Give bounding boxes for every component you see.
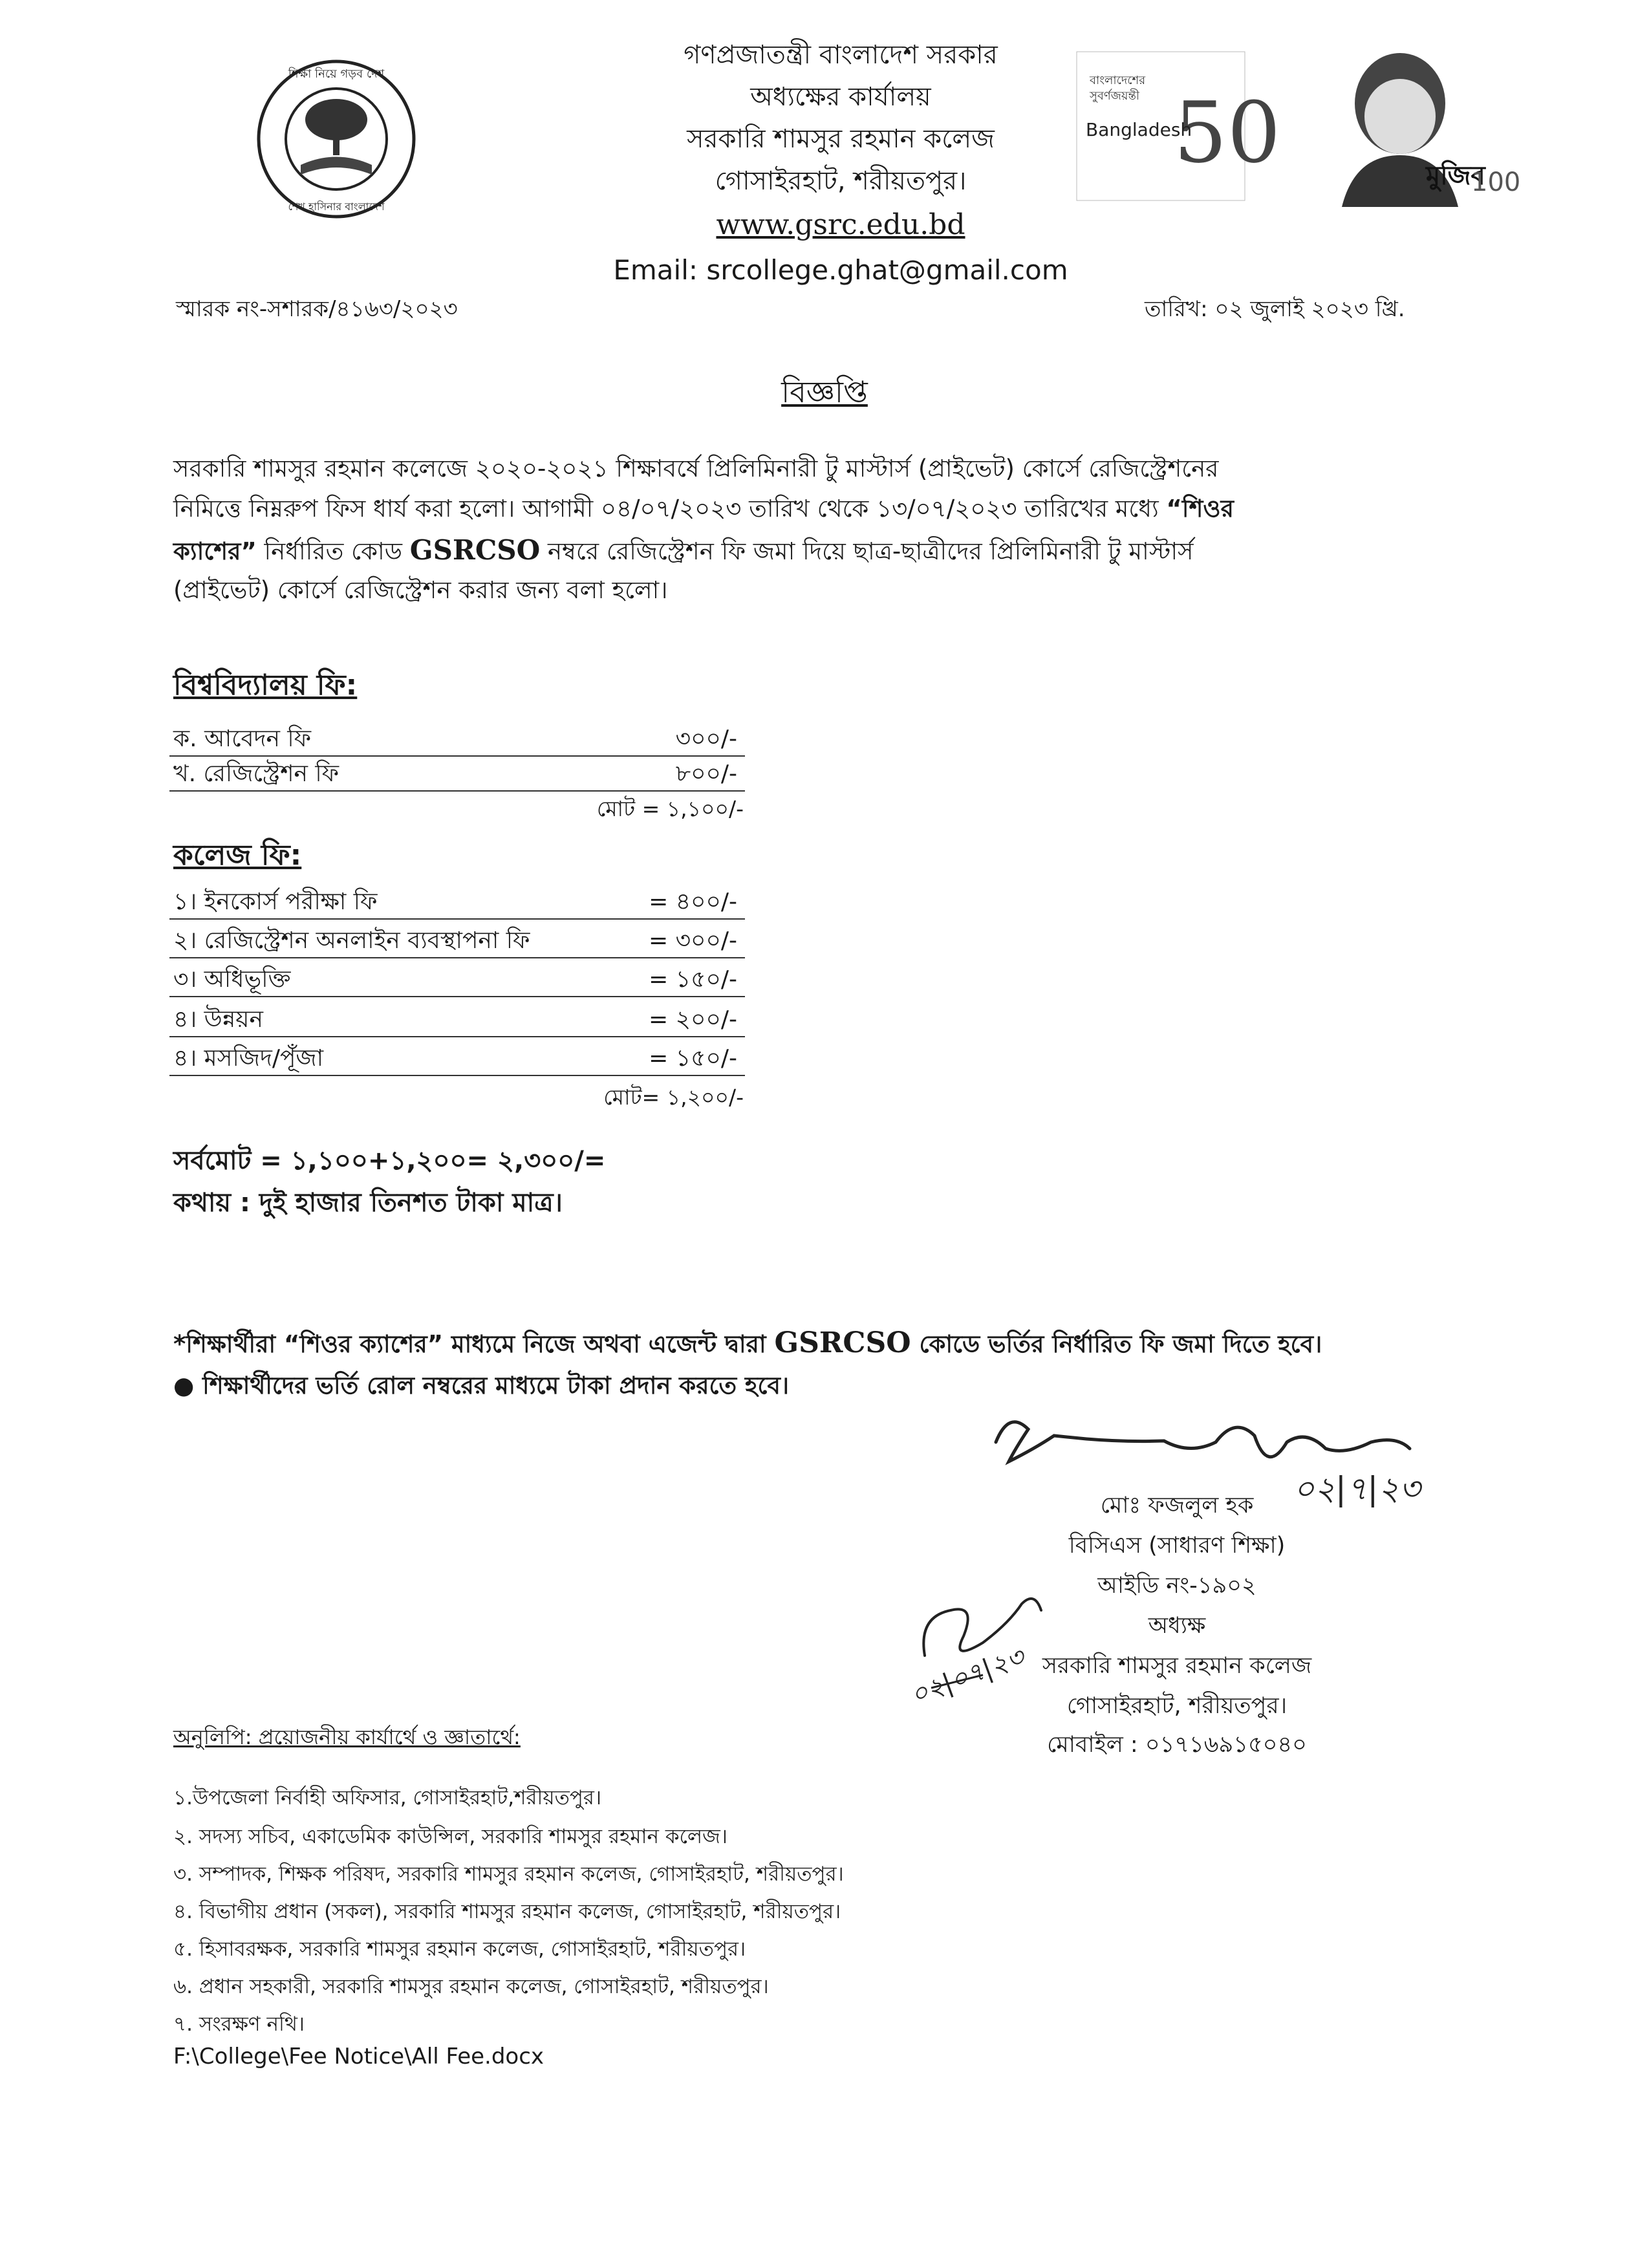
signatory-mobile: মোবাইল : ০১৭১৬৯১৫০৪০ [1047, 1732, 1307, 1758]
svg-text:সুবর্ণজয়ন্তী: সুবর্ণজয়ন্তী [1090, 89, 1140, 103]
mujib-number: 100 [1471, 167, 1521, 197]
note-1-rest: কোডে ভর্তির নির্ধারিত ফি জমা দিতে হবে। [911, 1330, 1322, 1358]
header-address: গোসাইরহাট, শরীয়তপুর। [715, 166, 967, 196]
notice-body-line4: (প্রাইভেট) কোর্সে রেজিস্ট্রেশন করার জন্য বলা হলো। [173, 576, 668, 604]
copy-to-heading: অনুলিপি: প্রয়োজনীয় কার্যার্থে ও জ্ঞাতার্থে: [173, 1725, 521, 1749]
university-fee-heading: বিশ্ববিদ্যালয় ফি: [173, 669, 358, 702]
amount-in-words: কথায় : দুই হাজার তিনশত টাকা মাত্র। [173, 1188, 563, 1218]
body-line3-text: নির্ধারিত কোড [256, 537, 410, 565]
divider [169, 918, 745, 920]
signature-handwritten-date: ০২|৭|২৩ [1293, 1470, 1421, 1507]
signatory-address: গোসাইরহাট, শরীয়তপুর। [1066, 1693, 1288, 1719]
note-2-text: শিক্ষার্থীদের ভর্তি রোল নম্বরের মাধ্যমে টাকা প্রদান করতে হবে। [202, 1372, 790, 1399]
copy-to-item-3: ৩. সম্পাদক, শিক্ষক পরিষদ, সরকারি শামসুর রহমান কলেজ, গোসাইরহাট, শরীয়তপুর। [173, 1863, 844, 1886]
note-1 [173, 1327, 1322, 1361]
svg-text:শিক্ষা নিয়ে গড়ব দেশ: শিক্ষা নিয়ে গড়ব দেশ [288, 67, 385, 81]
svg-text:বাংলাদেশের: বাংলাদেশের [1090, 74, 1146, 87]
college-fee-item-4-amount: = ২০০/- [649, 1006, 737, 1033]
college-fee-item-3-label: ৩। অধিভূক্তি [173, 966, 291, 993]
divider [169, 790, 745, 792]
college-fee-item-1-amount: = ৪০০/- [649, 889, 737, 915]
college-fee-total: মোট= ১,২০০/- [603, 1085, 744, 1110]
initials-date: ০২|০৭|২৩ [907, 1642, 1028, 1711]
college-fee-item-5-amount: = ১৫০/- [649, 1045, 737, 1072]
university-fee-item-1-label: ক. আবেদন ফি [173, 726, 312, 752]
note-2 [173, 1370, 789, 1402]
copy-to-item-2: ২. সদস্য সচিব, একাডেমিক কাউন্সিল, সরকারি শামসুর রহমান কলেজ। [173, 1825, 727, 1848]
copy-to-item-5: ৫. হিসাবরক্ষক, সরকারি শামসুর রহমান কলেজ, গোসাইরহাট, শরীয়তপুর। [173, 1938, 746, 1961]
university-fee-item-2-label: খ. রেজিস্ট্রেশন ফি [173, 761, 339, 787]
notice-body-line3 [173, 534, 1194, 568]
college-fee-item-4-label: ৪। উন্নয়ন [173, 1006, 263, 1033]
mujib-100-logo [1316, 45, 1521, 207]
divider [169, 1075, 745, 1076]
copy-to-item-4: ৪. বিভাগীয় প্রধান (সকল), সরকারি শামসুর রহমান কলেজ, গোসাইরহাট, শরীয়তপুর। [173, 1900, 841, 1923]
note-1-text: *শিক্ষার্থীরা “শিওর ক্যাশের” মাধ্যমে নিজে অথবা এজেন্ট দ্বারা [173, 1330, 775, 1358]
university-fee-item-1-amount: ৩০০/- [675, 726, 737, 752]
divider [169, 755, 745, 757]
notice-date: তারিখ: ০২ জুলাই ২০২৩ খ্রি. [1145, 296, 1405, 322]
college-fee-item-2-amount: = ৩০০/- [649, 927, 737, 954]
note-1-code: GSRCSO [774, 1326, 911, 1359]
svg-text:শেখ হাসিনার বাংলাদেশ: শেখ হাসিনার বাংলাদেশ [288, 200, 385, 213]
signatory-id: আইডি নং-১৯০২ [1097, 1573, 1256, 1599]
body-line3-rest: নম্বরে রেজিস্ট্রেশন ফি জমা দিয়ে ছাত্র-ছাত্রীদের প্রিলিমিনারী টু মাস্টার্স [540, 537, 1194, 565]
signatory-name: মোঃ ফজলুল হক [1100, 1493, 1254, 1518]
divider [169, 996, 745, 997]
notice-body-line1: সরকারি শামসুর রহমান কলেজে ২০২০-২০২১ শিক্ষাবর্ষে প্রিলিমিনারী টু মাস্টার্স (প্রাইভেট) কোর্সে রেজিস্ট্রেশনের [173, 455, 1219, 482]
body-line2-bold: “শিওর [1166, 495, 1234, 523]
header-govt: গণপ্রজাতন্ত্রী বাংলাদেশ সরকার [684, 40, 998, 70]
college-fee-item-1-label: ১। ইনকোর্স পরীক্ষা ফি [173, 889, 378, 915]
header-office: অধ্যক্ষের কার্যালয় [750, 82, 931, 112]
copy-to-item-1: ১.উপজেলা নির্বাহী অফিসার, গোসাইরহাট,শরীয়তপুর। [173, 1786, 602, 1809]
notice-body-line2 [173, 493, 1234, 525]
college-fee-item-5-label: ৪। মসজিদ/পূঁজা [173, 1045, 324, 1072]
body-line3-bold: ক্যাশের” [173, 537, 257, 565]
university-fee-total: মোট = ১,১০০/- [596, 796, 744, 821]
bd50-text: Bangladesh [1086, 119, 1192, 140]
file-path: F:\College\Fee Notice\All Fee.docx [173, 2044, 544, 2069]
college-fee-item-2-label: ২। রেজিস্ট্রেশন অনলাইন ব্যবস্থাপনা ফি [173, 927, 530, 954]
signatory-role: অধ্যক্ষ [1148, 1613, 1206, 1639]
bullet-icon: ● [173, 1372, 203, 1399]
body-code: GSRCSO [409, 534, 541, 566]
college-fee-item-3-amount: = ১৫০/- [649, 966, 737, 993]
divider [169, 957, 745, 958]
memo-number: স্মারক নং-সশারক/৪১৬৩/২০২৩ [176, 296, 458, 322]
divider [169, 1036, 745, 1037]
university-fee-item-2-amount: ৮০০/- [675, 761, 737, 787]
college-fee-heading: কলেজ ফি: [173, 839, 302, 872]
copy-to-item-7: ৭. সংরক্ষণ নথি। [173, 2013, 305, 2036]
header-email[interactable]: Email: srcollege.ghat@gmail.com [613, 254, 1068, 286]
notice-title: বিজ্ঞপ্তি [781, 374, 868, 409]
header-website[interactable]: www.gsrc.edu.bd [716, 208, 965, 241]
body-line2-text: নিমিত্তে নিম্নরুপ ফিস ধার্য করা হলো। আগামী ০৪/০৭/২০২৩ তারিখ থেকে ১৩/০৭/২০২৩ তারিখের মধ্যে [173, 495, 1167, 523]
grand-total: সর্বমোট = ১,১০০+১,২০০= ২,৩০০/= [173, 1146, 606, 1176]
signatory-designation: বিসিএস (সাধারণ শিক্ষা) [1068, 1533, 1286, 1559]
bd50-number: 50 [1174, 83, 1281, 182]
mujib-text: মুজিব [1426, 161, 1485, 191]
copy-to-item-6: ৬. প্রধান সহকারী, সরকারি শামসুর রহমান কলেজ, গোসাইরহাট, শরীয়তপুর। [173, 1975, 769, 1998]
header-college: সরকারি শামসুর রহমান কলেজ [687, 124, 995, 154]
college-seal-icon [255, 58, 417, 220]
signatory-college: সরকারি শামসুর রহমান কলেজ [1042, 1653, 1312, 1679]
